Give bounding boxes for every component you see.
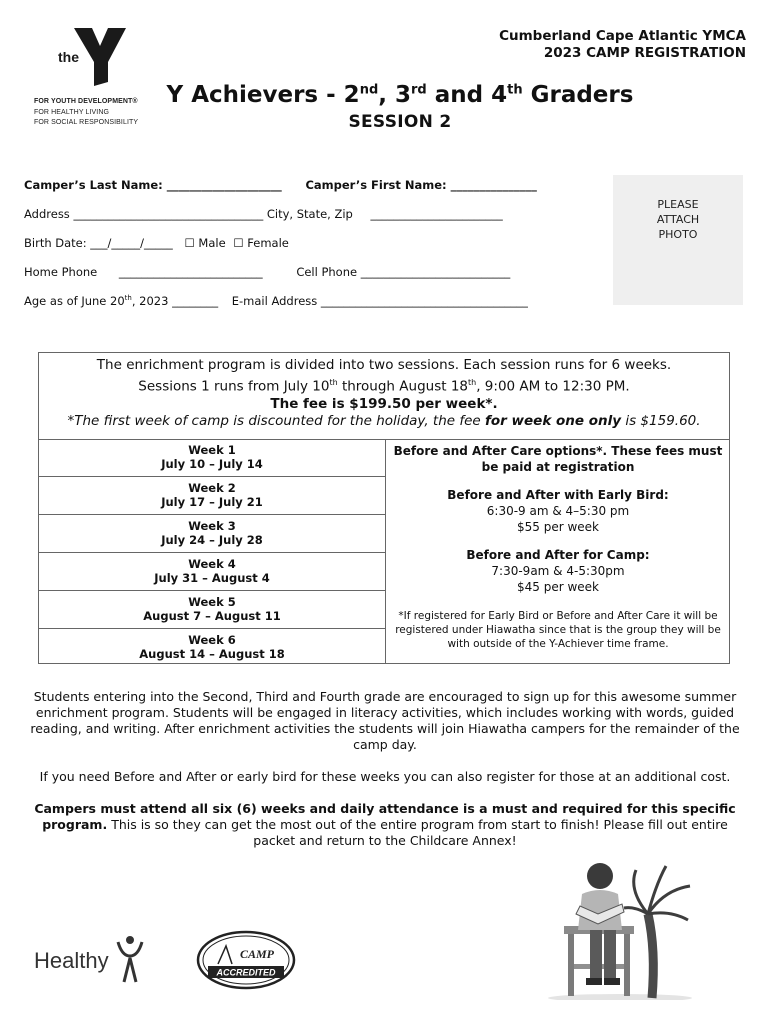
week-row: Week 4 July 31 – August 4 [39, 553, 385, 591]
svg-text:CAMP: CAMP [240, 947, 275, 961]
email-field[interactable]: E-mail Address ____________________________________ [231, 294, 528, 308]
week-row: Week 5 August 7 – August 11 [39, 591, 385, 629]
week-row: Week 6 August 14 – August 18 [139, 633, 285, 661]
week-row: Week 2 July 17 – July 21 [39, 477, 385, 515]
city-state-zip-field[interactable]: _______________________ [370, 207, 503, 221]
week-row: Week 3 July 24 – July 28 [39, 515, 385, 553]
home-phone-label: Home Phone [24, 265, 98, 279]
care-options [389, 443, 727, 651]
additional-cost-paragraph: If you need Before and After or early bird for these weeks you can also register for those at an additional cost. [39, 769, 731, 784]
address-field[interactable]: Address _________________________________ City, State, Zip [24, 207, 353, 221]
page-title: Y Achievers - 2nd, 3rd and 4th Graders [166, 82, 634, 108]
program-info-box [38, 352, 730, 664]
svg-text:the: the [58, 49, 79, 65]
fee-text: The fee is $199.50 per week*. [270, 395, 498, 412]
birth-row [24, 236, 289, 250]
photo-placeholder: PLEASE ATTACH PHOTO [613, 175, 743, 305]
week-list [39, 439, 385, 667]
attendance-paragraph: Campers must attend all six (6) weeks and daily attendance is a must and required for this specific program. This is so they can get the most out of the entire program from start to finish! Please fill out entire packet and return to the Childcare Annex! [34, 801, 736, 848]
address-row [24, 207, 503, 221]
early-bird-hours: 6:30-9 am & 4–5:30 pm [486, 504, 630, 518]
female-checkbox[interactable]: ☐ Female [233, 236, 289, 250]
camp-care-hours: 7:30-9am & 4-5:30pm [491, 564, 625, 578]
svg-text:Healthy: Healthy [34, 948, 109, 973]
camp-care-price: $45 per week [517, 580, 599, 594]
birth-date-field[interactable]: Birth Date: ___/_____/_____ [24, 236, 173, 250]
age-field[interactable]: Age as of June 20th, 2023 ________ [24, 294, 219, 308]
phone-row [24, 265, 510, 279]
male-checkbox[interactable]: ☐ Male [184, 236, 226, 250]
care-note: *If registered for Early Bird or Before and After Care it will be registered under Hiawatha since that is the group they will be with outside of the Y-Achiever time frame. [395, 610, 721, 650]
dates-text: Sessions 1 runs from July 10th through August 18th, 9:00 AM to 12:30 PM. [138, 378, 630, 395]
home-phone-field[interactable]: _________________________ [118, 265, 263, 279]
early-bird-heading: Before and After with Early Bird: [447, 488, 669, 502]
age-email-row [24, 294, 528, 308]
care-heading: Before and After Care options*. These fees must be paid at registration [393, 444, 723, 474]
healthy-u-logo-icon [32, 932, 152, 988]
registration-label: 2023 CAMP REGISTRATION [543, 45, 746, 61]
org-name: Cumberland Cape Atlantic YMCA [499, 28, 746, 44]
cell-phone-field[interactable]: Cell Phone __________________________ [296, 265, 511, 279]
sessions-text: The enrichment program is divided into two sessions. Each session runs for 6 weeks. [96, 357, 672, 373]
program-description-paragraph: Students entering into the Second, Third and Fourth grade are encouraged to sign up for this awesome summer enrichment program. Students will be engaged in literacy activities, which includes working with words, guided reading, and writing. After enrichment activities the students will join Hiawatha campers for the remainder of the camp day. [30, 689, 740, 752]
week-row: Week 1 July 10 – July 14 [39, 439, 385, 477]
session-label: SESSION 2 [348, 112, 452, 132]
logo-tagline-3: FOR SOCIAL RESPONSIBILITY [34, 119, 139, 126]
child-reading-photo [540, 860, 700, 1000]
svg-text:YMCA: YMCA [108, 63, 122, 80]
program-description [39, 357, 729, 430]
aca-accredited-seal-icon [194, 928, 298, 992]
logo-tagline-1: FOR YOUTH DEVELOPMENT® [34, 98, 138, 105]
early-bird-price: $55 per week [517, 520, 599, 534]
name-row [24, 178, 537, 192]
camp-care-heading: Before and After for Camp: [466, 548, 650, 562]
first-name-field[interactable]: Camper’s First Name: _______________ [305, 178, 537, 192]
logo-tagline-2: FOR HEALTHY LIVING [34, 109, 110, 116]
discount-text: *The first week of camp is discounted for the holiday, the fee for week one only is $159.60. [67, 412, 701, 429]
last-name-field[interactable]: Camper’s Last Name: ____________________ [24, 178, 282, 192]
svg-text:ACCREDITED: ACCREDITED [216, 967, 276, 978]
column-divider [385, 439, 386, 663]
organization-heading [499, 28, 746, 62]
